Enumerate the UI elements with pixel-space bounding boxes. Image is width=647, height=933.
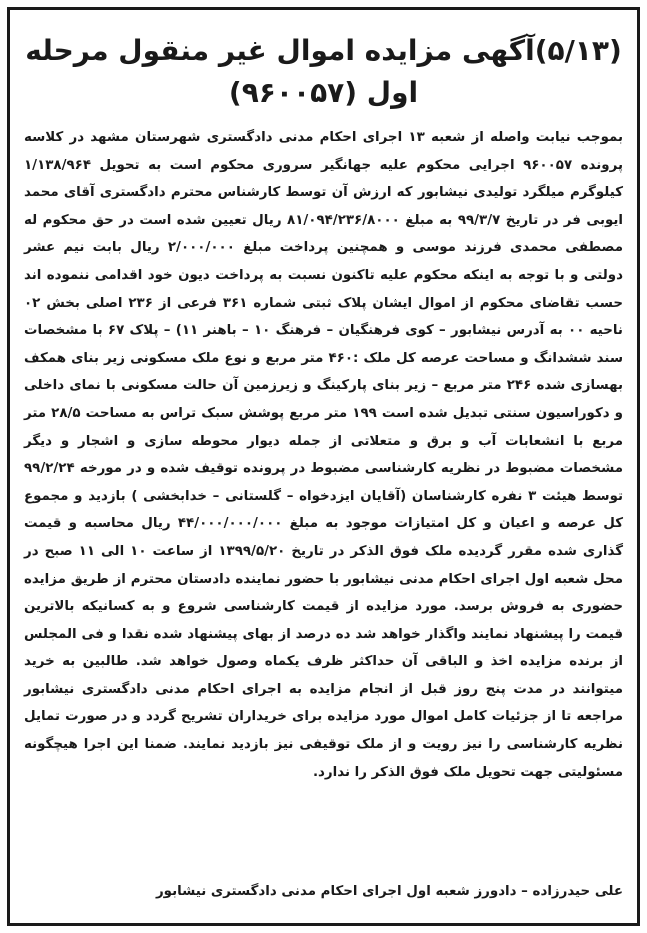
notice-signature: علی حیدرزاده – دادورز شعبه اول اجرای احکام مدنی دادگستری نیشابور <box>155 884 623 899</box>
notice-body: بموجب نیابت واصله از شعبه ۱۳ اجرای احکام مدنی دادگستری شهرستان مشهد در کلاسه پرونده ۹۶۰۰۵۷ اجرایی محکوم علیه جهانگیر سروری محکوم است به تحویل ۱/۱۳۸/۹۶۴ کیلوگرم میلگرد تولیدی نیشابور که ارزش آن توسط کارشناس محترم دادگستری آقای محمد ایوبی فر در تاریخ ۹۹/۳/۷ به مبلغ ۸۱/۰۹۴/۲۳۶/۸۰۰۰ ریال تعیین شده است در حق محکوم له مصطفی محمدی فرزند موسی و همچنین پرداخت مبلغ ۲/۰۰۰/۰۰۰ ریال بابت نیم عشر دولتی و با توجه به اینکه محکوم علیه تاکنون نسبت به پرداخت دیون خود اقدامی ننموده اند حسب تقاضای محکوم از اموال ایشان پلاک ثبتی شماره ۳۶۱ فرعی از ۲۳۶ اصلی بخش ۰۲ ناحیه ۰۰ به آدرس نیشابور – کوی فرهنگیان – فرهنگ ۱۰ – باهنر ۱۱) – پلاک ۶۷ با مشخصات سند ششدانگ و مساحت عرصه کل ملک :۴۶۰ متر مربع و نوع ملک مسکونی زیر بنای همکف بهسازی شده ۲۴۶ متر مربع – زیر بنای پارکینگ و زیرزمین آن حالت مسکونی با نمای داخلی و دکوراسیون سنتی تبدیل شده است ۱۹۹ متر مربع پوشش سبک تراس به مساحت ۲۸/۵ متر مربع با انشعابات آب و برق و متعلاتی از جمله دیوار محوطه سازی و اشجار و دیگر مشخصات مضبوط در نظریه کارشناسی مضبوط در پرونده توقیف شده و در مورخه ۹۹/۲/۲۴ توسط هیئت ۳ نفره کارشناسان (آقایان ایزدخواه – گلستانی – خدابخشی ) بازدید و مجموع کل عرصه و اعیان و کل امتیازات موجود به مبلغ ۴۴/۰۰۰/۰۰۰/۰۰۰ ریال محاسبه و قیمت گذاری شده مقرر گردیده ملک فوق الذکر در تاریخ ۱۳۹۹/۵/۲۰ از ساعت ۱۰ الی ۱۱ صبح در محل شعبه اول اجرای احکام مدنی نیشابور با حضور نماینده دادستان محترم از طریق مزایده حضوری به فروش برسد. مورد مزایده از قیمت کارشناسی شروع و به کسانیکه بالاترین قیمت را پیشنهاد نمایند واگذار خواهد شد ده درصد از بهای پیشنهاد شده نقدا و فی المجلس از برنده مزایده اخذ و الباقی آن حداکثر ظرف یکماه وصول خواهد شد. طالبین به خرید میتوانند در مدت پنج روز قبل از انجام مزایده به اجرای احکام مدنی دادگستری نیشابور مراجعه تا از جزئیات کامل اموال مورد مزایده برای خریداران تشریح گردد و در صورت تمایل نظریه کارشناسی را نیز رویت و از ملک توقیفی نیز بازدید نمایند. ضمنا این اجرا هیچگونه مسئولیتی جهت تحویل ملک فوق الذکر را ندارد. <box>24 130 624 780</box>
notice-title-line2: اول (۹۶۰۰۵۷) <box>228 76 419 109</box>
notice-frame <box>7 7 640 926</box>
notice-title <box>24 30 623 114</box>
notice-title-line1: (۵/۱۳)آگهی مزایده اموال غیر منقول مرحله <box>25 34 622 67</box>
